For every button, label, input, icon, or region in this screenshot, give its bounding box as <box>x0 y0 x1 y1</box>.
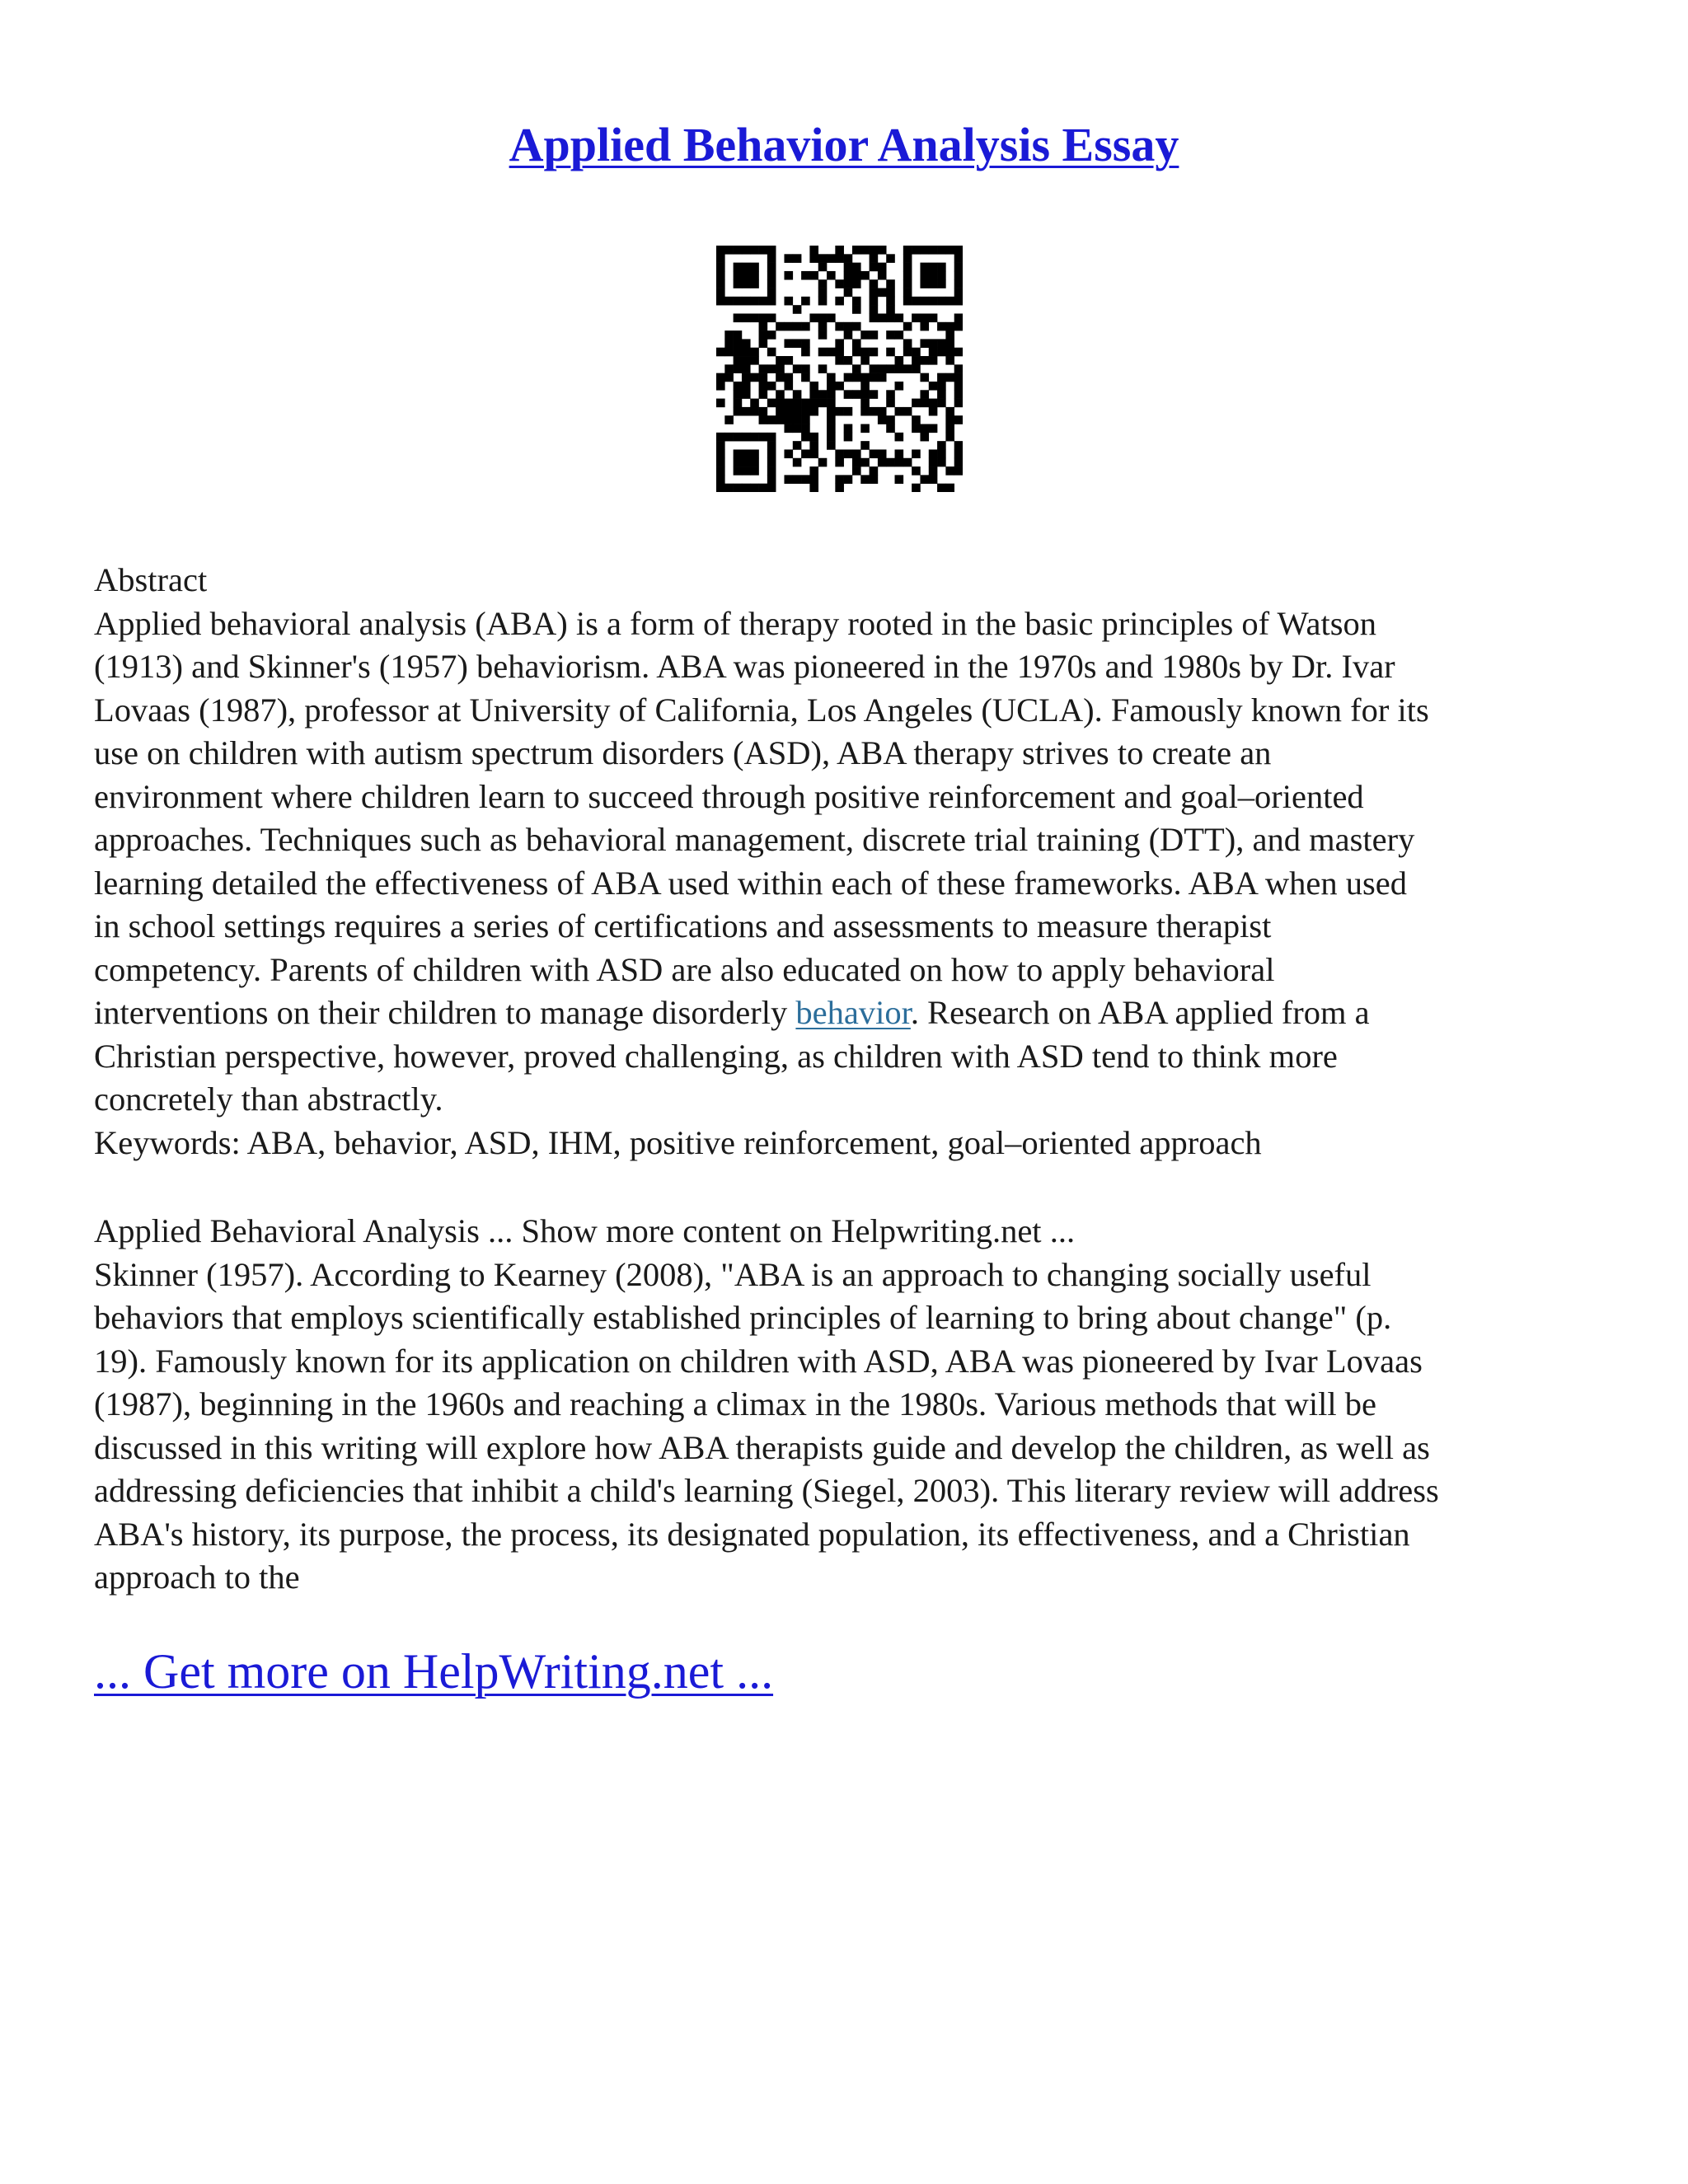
abstract-line: Applied behavioral analysis (ABA) is a form of therapy rooted in the basic principles of Watson <box>94 604 1376 642</box>
excerpt-line: discussed in this writing will explore how ABA therapists guide and develop the children, as well as <box>94 1428 1430 1466</box>
excerpt-section <box>94 1210 1602 1600</box>
abstract-line: learning detailed the effectiveness of ABA used within each of these frameworks. ABA when used <box>94 864 1407 902</box>
qr-code-icon <box>716 246 963 492</box>
excerpt-line: (1987), beginning in the 1960s and reaching a climax in the 1980s. Various methods that will be <box>94 1385 1376 1422</box>
abstract-line-before-link: interventions on their children to manage disorderly <box>94 994 796 1031</box>
excerpt-line: approach to the <box>94 1558 300 1596</box>
excerpt-line: 19). Famously known for its application on children with ASD, ABA was pioneered by Ivar Lovaas <box>94 1342 1423 1380</box>
title-link[interactable]: Applied Behavior Analysis Essay <box>509 118 1179 171</box>
excerpt-line: ABA's history, its purpose, the process, its designated population, its effectiveness, and a Christian <box>94 1515 1410 1553</box>
abstract-line-with-link <box>94 991 1602 1035</box>
get-more-link[interactable]: ... Get more on HelpWriting.net ... <box>94 1644 774 1699</box>
excerpt-line: addressing deficiencies that inhibit a child's learning (Siegel, 2003). This literary review will address <box>94 1472 1439 1509</box>
excerpt-line: Applied Behavioral Analysis ... Show more content on Helpwriting.net ... <box>94 1212 1076 1249</box>
abstract-line: concretely than abstractly. <box>94 1080 443 1118</box>
abstract-line: use on children with autism spectrum disorders (ASD), ABA therapy strives to create an <box>94 734 1272 771</box>
abstract-line: (1913) and Skinner's (1957) behaviorism. ABA was pioneered in the 1970s and 1980s by Dr. Ivar <box>94 648 1395 685</box>
abstract-line: approaches. Techniques such as behavioral management, discrete trial training (DTT), and mastery <box>94 821 1415 858</box>
excerpt-line: Skinner (1957). According to Kearney (2008), "ABA is an approach to changing socially useful <box>94 1255 1372 1293</box>
abstract-line-after-link: . Research on ABA applied from a <box>910 994 1370 1031</box>
abstract-section <box>94 559 1602 1165</box>
abstract-line: Lovaas (1987), professor at University of California, Los Angeles (UCLA). Famously known for its <box>94 691 1429 729</box>
abstract-line: environment where children learn to succeed through positive reinforcement and goal–oriented <box>94 777 1364 815</box>
abstract-line: competency. Parents of children with ASD are also educated on how to apply behavioral <box>94 950 1275 988</box>
abstract-line: in school settings requires a series of certifications and assessments to measure therapist <box>94 907 1272 944</box>
abstract-line: Christian perspective, however, proved challenging, as children with ASD tend to think more <box>94 1037 1338 1075</box>
excerpt-line: behaviors that employs scientifically established principles of learning to bring about change" (p. <box>94 1299 1392 1336</box>
page-title <box>0 114 1688 176</box>
abstract-heading: Abstract <box>94 561 208 598</box>
behavior-link[interactable]: behavior <box>795 994 911 1031</box>
keywords-line: Keywords: ABA, behavior, ASD, IHM, positive reinforcement, goal–oriented approach <box>94 1123 1262 1161</box>
